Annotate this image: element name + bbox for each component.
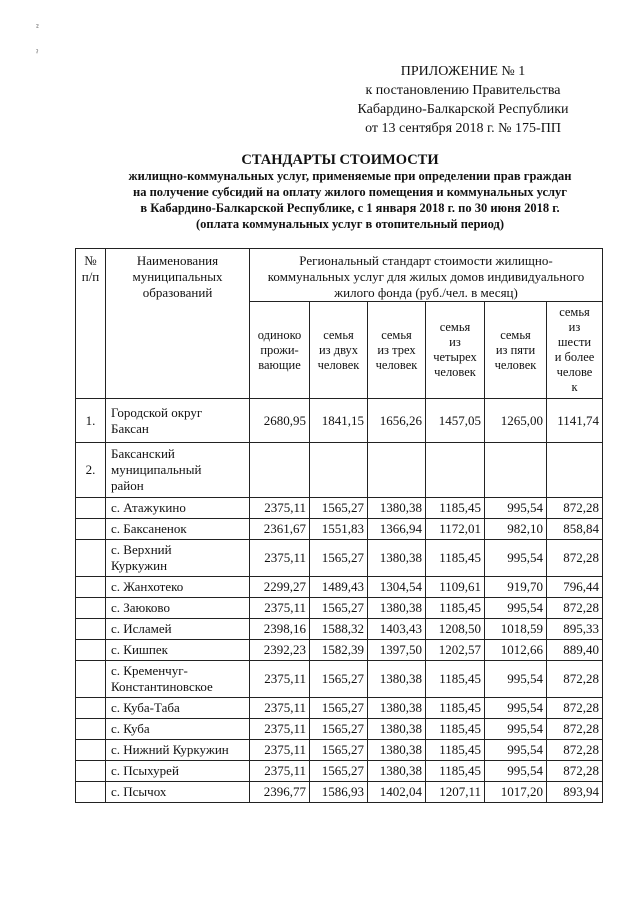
- cost-value: 1185,45: [426, 761, 485, 782]
- municipality-name: [106, 519, 250, 540]
- municipality-name: [106, 577, 250, 598]
- subtitle-line: жилищно-коммунальных услуг, применяемые при определении прав граждан: [128, 169, 572, 183]
- municipality-name-line: с. Баксаненок: [111, 521, 187, 536]
- cost-value: [547, 443, 603, 498]
- cost-value: 1304,54: [368, 577, 426, 598]
- municipality-name: [106, 661, 250, 698]
- cost-value: 1185,45: [426, 719, 485, 740]
- cost-value: 1380,38: [368, 698, 426, 719]
- table-row: [76, 698, 603, 719]
- municipality-name-line: с. Жанхотеко: [111, 579, 184, 594]
- subtitle-line: на получение субсидий на оплату жилого помещения и коммунальных услуг: [133, 185, 567, 199]
- cost-value: 1185,45: [426, 698, 485, 719]
- row-number: 1.: [76, 399, 106, 443]
- subheader-line: четырех: [433, 350, 477, 364]
- header-name-line: образований: [142, 285, 213, 300]
- municipality-name: [106, 782, 250, 803]
- header-num-line: п/п: [81, 269, 100, 284]
- appendix-title: ПРИЛОЖЕНИЕ № 1: [400, 64, 526, 79]
- cost-value: 1380,38: [368, 740, 426, 761]
- row-number: [76, 577, 106, 598]
- subheader-line: человек: [317, 357, 360, 372]
- document-subtitle: [60, 168, 640, 232]
- table-row: [76, 577, 603, 598]
- subheader-cell: [250, 302, 310, 399]
- cost-value: 1551,83: [310, 519, 368, 540]
- cost-value: 1565,27: [310, 719, 368, 740]
- municipality-name: [106, 619, 250, 640]
- cost-value: 2375,11: [250, 698, 310, 719]
- table-header-row: [76, 249, 603, 302]
- cost-value: 1141,74: [547, 399, 603, 443]
- header-standard: [250, 249, 603, 302]
- municipality-name-line: с. Атажукино: [111, 500, 186, 515]
- margin-mark-top: ²: [36, 22, 39, 32]
- cost-value: 1185,45: [426, 661, 485, 698]
- cost-value: 1402,04: [368, 782, 426, 803]
- cost-value: 2375,11: [250, 740, 310, 761]
- cost-value: 872,28: [547, 740, 603, 761]
- municipality-name: [106, 443, 250, 498]
- subheader-line: прожи-: [260, 342, 299, 357]
- header-name: [106, 249, 250, 399]
- cost-value: 2375,11: [250, 598, 310, 619]
- cost-value: 1380,38: [368, 598, 426, 619]
- cost-value: 2375,11: [250, 540, 310, 577]
- cost-value: 1380,38: [368, 498, 426, 519]
- cost-value: 1588,32: [310, 619, 368, 640]
- table-row: [76, 443, 603, 498]
- row-number: [76, 761, 106, 782]
- cost-value: [368, 443, 426, 498]
- cost-value: 982,10: [485, 519, 547, 540]
- cost-value: 872,28: [547, 540, 603, 577]
- municipality-name: [106, 719, 250, 740]
- subheader-line: из трех: [377, 342, 416, 357]
- subheader-line: семья: [381, 327, 412, 342]
- municipality-name: [106, 740, 250, 761]
- subtitle-line: (оплата коммунальных услуг в отопительный период): [195, 217, 505, 231]
- cost-value: 1202,57: [426, 640, 485, 661]
- municipality-name-line: с. Псыхурей: [111, 763, 179, 778]
- cost-value: 2398,16: [250, 619, 310, 640]
- subheader-line: человек: [375, 357, 418, 372]
- subheader-line: из: [449, 335, 461, 349]
- cost-value: 995,54: [485, 540, 547, 577]
- cost-value: 995,54: [485, 740, 547, 761]
- subheader-line: семья: [439, 320, 471, 334]
- municipality-name-line: Куркужин: [111, 558, 168, 573]
- table-row: [76, 782, 603, 803]
- municipality-name-line: с. Заюково: [111, 600, 170, 615]
- cost-value: 1457,05: [426, 399, 485, 443]
- header-num-line: №: [84, 253, 97, 268]
- subheader-cell: [310, 302, 368, 399]
- cost-value: 858,84: [547, 519, 603, 540]
- cost-value: 1265,00: [485, 399, 547, 443]
- cost-value: 1489,43: [310, 577, 368, 598]
- subheader-cell: [485, 302, 547, 399]
- municipality-name-line: муниципальный: [111, 462, 202, 477]
- cost-value: 1380,38: [368, 540, 426, 577]
- standards-table: [75, 248, 603, 803]
- municipality-name-line: Баксан: [111, 420, 149, 436]
- cost-value: 2299,27: [250, 577, 310, 598]
- cost-value: 872,28: [547, 498, 603, 519]
- cost-value: [310, 443, 368, 498]
- cost-value: 995,54: [485, 598, 547, 619]
- cost-value: 895,33: [547, 619, 603, 640]
- row-number: 2.: [76, 443, 106, 498]
- subheader-line: шести: [557, 335, 592, 349]
- cost-value: 1565,27: [310, 540, 368, 577]
- cost-value: 1565,27: [310, 498, 368, 519]
- table-body: [76, 399, 603, 803]
- cost-value: 919,70: [485, 577, 547, 598]
- row-number: [76, 661, 106, 698]
- municipality-name: [106, 598, 250, 619]
- cost-value: 1403,43: [368, 619, 426, 640]
- header-standard-line: коммунальных услуг для жилых домов индивидуального: [267, 269, 585, 284]
- cost-value: 1018,59: [485, 619, 547, 640]
- row-number: [76, 740, 106, 761]
- cost-value: 1109,61: [426, 577, 485, 598]
- cost-value: [426, 443, 485, 498]
- cost-value: 1185,45: [426, 598, 485, 619]
- row-number: [76, 640, 106, 661]
- table-row: [76, 619, 603, 640]
- cost-value: 995,54: [485, 661, 547, 698]
- cost-value: 995,54: [485, 719, 547, 740]
- subtitle-line: в Кабардино-Балкарской Республике, с 1 января 2018 г. по 30 июня 2018 г.: [140, 201, 560, 215]
- cost-value: 1565,27: [310, 698, 368, 719]
- row-number: [76, 698, 106, 719]
- row-number: [76, 498, 106, 519]
- subheader-line: и более: [554, 350, 595, 364]
- row-number: [76, 619, 106, 640]
- cost-value: 1565,27: [310, 761, 368, 782]
- cost-value: 872,28: [547, 598, 603, 619]
- row-number: [76, 540, 106, 577]
- subheader-line: к: [571, 380, 578, 394]
- row-number: [76, 719, 106, 740]
- cost-value: 1380,38: [368, 719, 426, 740]
- municipality-name-line: с. Нижний Куркужин: [111, 742, 229, 757]
- table-row: [76, 661, 603, 698]
- table-row: [76, 598, 603, 619]
- cost-value: [250, 443, 310, 498]
- cost-value: 2396,77: [250, 782, 310, 803]
- cost-value: 1185,45: [426, 740, 485, 761]
- cost-value: 1397,50: [368, 640, 426, 661]
- cost-value: 1380,38: [368, 661, 426, 698]
- cost-value: 995,54: [485, 498, 547, 519]
- cost-value: 872,28: [547, 761, 603, 782]
- cost-value: 2375,11: [250, 761, 310, 782]
- table-row: [76, 719, 603, 740]
- subheader-cell: [368, 302, 426, 399]
- cost-value: 872,28: [547, 698, 603, 719]
- cost-value: 2392,23: [250, 640, 310, 661]
- cost-value: 1185,45: [426, 498, 485, 519]
- table-row: [76, 640, 603, 661]
- municipality-name: [106, 640, 250, 661]
- municipality-name-line: с. Исламей: [111, 621, 172, 636]
- header-standard-line: Региональный стандарт стоимости жилищно-: [299, 253, 553, 268]
- cost-value: 1586,93: [310, 782, 368, 803]
- row-number: [76, 519, 106, 540]
- cost-value: 872,28: [547, 719, 603, 740]
- subheader-line: человек: [434, 365, 476, 379]
- cost-value: 1366,94: [368, 519, 426, 540]
- appendix-block: [330, 62, 596, 138]
- header-num: [76, 249, 106, 399]
- cost-value: 1380,38: [368, 761, 426, 782]
- subheader-line: человек: [494, 357, 537, 372]
- cost-value: 1841,15: [310, 399, 368, 443]
- municipality-name-line: район: [111, 478, 144, 493]
- municipality-name-line: с. Псычох: [111, 784, 167, 799]
- municipality-name-line: Константиновское: [111, 679, 213, 694]
- subheader-line: семья: [559, 305, 590, 319]
- cost-value: 2375,11: [250, 498, 310, 519]
- header-name-line: муниципальных: [132, 269, 223, 284]
- cost-value: 1656,26: [368, 399, 426, 443]
- municipality-name: [106, 498, 250, 519]
- municipality-name: [106, 399, 250, 443]
- municipality-name-line: с. Верхний: [111, 542, 172, 557]
- cost-value: 2680,95: [250, 399, 310, 443]
- cost-value: 1565,27: [310, 598, 368, 619]
- table-row: [76, 540, 603, 577]
- municipality-name-line: с. Куба: [111, 721, 150, 736]
- cost-value: 1565,27: [310, 740, 368, 761]
- municipality-name-line: с. Куба-Таба: [111, 700, 180, 715]
- cost-value: 893,94: [547, 782, 603, 803]
- cost-value: 995,54: [485, 761, 547, 782]
- cost-value: 1207,11: [426, 782, 485, 803]
- document-title: СТАНДАРТЫ СТОИМОСТИ: [241, 152, 439, 168]
- municipality-name: [106, 698, 250, 719]
- subheader-line: челове: [556, 365, 593, 379]
- cost-value: 1565,27: [310, 661, 368, 698]
- table-row: [76, 498, 603, 519]
- municipality-name: [106, 540, 250, 577]
- subheader-line: семья: [323, 327, 354, 342]
- subheader-line: из пяти: [495, 342, 536, 357]
- cost-value: 2375,11: [250, 719, 310, 740]
- header-standard-line: жилого фонда (руб./чел. в месяц): [334, 285, 518, 300]
- cost-value: 1185,45: [426, 540, 485, 577]
- subheader-line: вающие: [258, 357, 301, 372]
- header-name-line: Наименования: [136, 253, 219, 268]
- municipality-name-line: Городской округ: [111, 404, 203, 420]
- table-row: [76, 399, 603, 443]
- appendix-line: Кабардино-Балкарской Республики: [357, 102, 569, 117]
- cost-value: 2375,11: [250, 661, 310, 698]
- subheader-cell: [426, 302, 485, 399]
- cost-value: 1012,66: [485, 640, 547, 661]
- cost-value: 1208,50: [426, 619, 485, 640]
- municipality-name-line: с. Кишпек: [111, 642, 168, 657]
- cost-value: 1582,39: [310, 640, 368, 661]
- cost-value: 872,28: [547, 661, 603, 698]
- table-row: [76, 761, 603, 782]
- subheader-cell: [547, 302, 603, 399]
- subheader-line: из: [568, 320, 581, 334]
- municipality-name-line: Баксанский: [111, 446, 175, 461]
- margin-mark-second: ˀ: [36, 48, 39, 58]
- municipality-name: [106, 761, 250, 782]
- cost-value: 796,44: [547, 577, 603, 598]
- appendix-line: от 13 сентября 2018 г. № 175-ПП: [365, 121, 561, 136]
- subheader-line: из двух: [318, 342, 359, 357]
- cost-value: 1172,01: [426, 519, 485, 540]
- cost-value: 995,54: [485, 698, 547, 719]
- municipality-name-line: с. Кременчуг-: [111, 663, 188, 678]
- cost-value: 2361,67: [250, 519, 310, 540]
- table-row: [76, 740, 603, 761]
- cost-value: 889,40: [547, 640, 603, 661]
- table-row: [76, 519, 603, 540]
- row-number: [76, 598, 106, 619]
- cost-value: 1017,20: [485, 782, 547, 803]
- cost-value: [485, 443, 547, 498]
- appendix-line: к постановлению Правительства: [365, 83, 561, 98]
- row-number: [76, 782, 106, 803]
- subheader-line: семья: [500, 327, 531, 342]
- subheader-line: одиноко: [257, 327, 302, 342]
